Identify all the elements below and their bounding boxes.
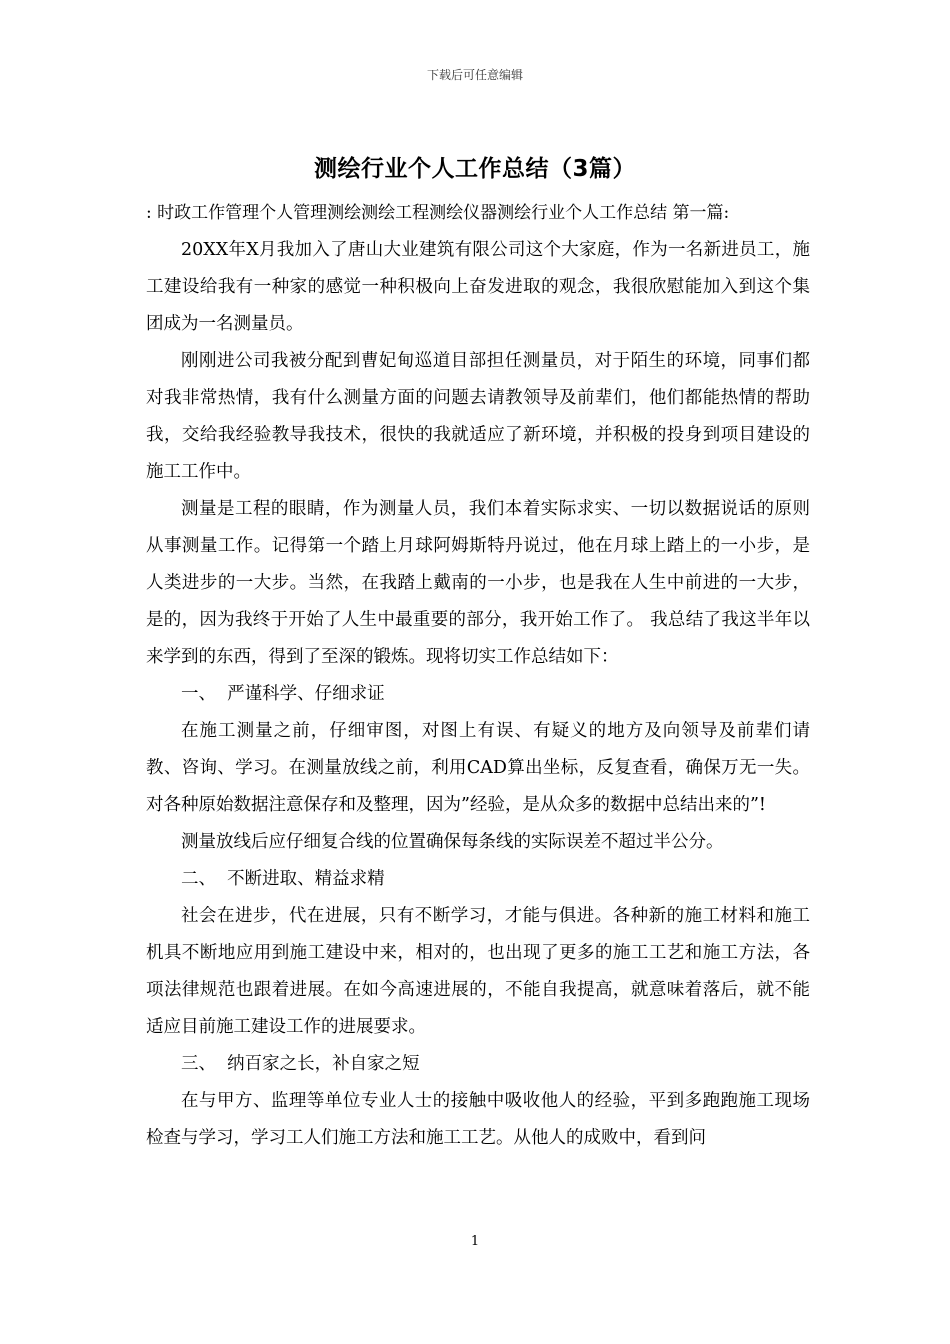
document-body [146, 195, 810, 1157]
section-heading-3: 三、 纳百家之长，补自家之短 [181, 1054, 420, 1074]
body-paragraph: 刚刚进公司我被分配到曹妃甸巡道目部担任测量员，对于陌生的环境，同事们都对我非常热情，我有什么测量方面的问题去请教领导及前辈们，他们都能热情的帮助我，交给我经验教导我技术，很快的我就适应了新环境，并积极的投身到项目建设的施工工作中。 [146, 351, 810, 482]
body-paragraph: 社会在进步，代在进展，只有不断学习，才能与俱进。各种新的施工材料和施工机具不断地应用到施工建设中来，相对的，也出现了更多的施工工艺和施工方法，各项法律规范也跟着进展。在如今高速进展的，不能自我提高，就意味着落后，就不能适应目前施工建设工作的进展要求。 [146, 906, 810, 1037]
body-paragraph: 在与甲方、监理等单位专业人士的接触中吸收他人的经验，平到多跑跑施工现场检查与学习，学习工人们施工方法和施工工艺。从他人的成败中，看到问 [146, 1091, 810, 1148]
section-heading-1: 一、 严谨科学、仔细求证 [181, 684, 385, 704]
page-header: 下载后可任意编辑 [426, 68, 523, 82]
body-paragraph: 测量放线后应仔细复合线的位置确保每条线的实际误差不超过半公分。 [181, 832, 724, 852]
page-number: 1 [470, 1234, 480, 1249]
intro-paragraph: : 时政工作管理个人管理测绘测绘工程测绘仪器测绘行业个人工作总结 第一篇: [146, 203, 730, 223]
body-paragraph: 20XX年X月我加入了唐山大业建筑有限公司这个大家庭，作为一名新进员工，施工建设给我有一种家的感觉一种积极向上奋发进取的观念，我很欣慰能加入到这个集团成为一名测量员。 [146, 240, 810, 334]
document-title: 测绘行业个人工作总结（3篇） [313, 156, 636, 182]
body-paragraph: 测量是工程的眼睛，作为测量人员，我们本着实际求实、一切以数据说话的原则从事测量工作。记得第一个踏上月球阿姆斯特丹说过，他在月球上踏上的一小步，是人类进步的一大步。当然，在我踏上戴南的一小步，也是我在人生中前进的一大步，是的，因为我终于开始了人生中最重要的部分，我开始工作了。 我总结了我这半年以来学到的东西，得到了至深的锻炼。现将切实工作总结如下： [146, 499, 810, 667]
section-heading-2: 二、 不断进取、精益求精 [181, 869, 385, 889]
body-paragraph: 在施工测量之前，仔细审图，对图上有误、有疑义的地方及向领导及前辈们请教、咨询、学习。在测量放线之前，利用CAD算出坐标，反复查看，确保万无一失。对各种原始数据注意保存和及整理，因为”经验，是从众多的数据中总结出来的”! [146, 721, 810, 815]
